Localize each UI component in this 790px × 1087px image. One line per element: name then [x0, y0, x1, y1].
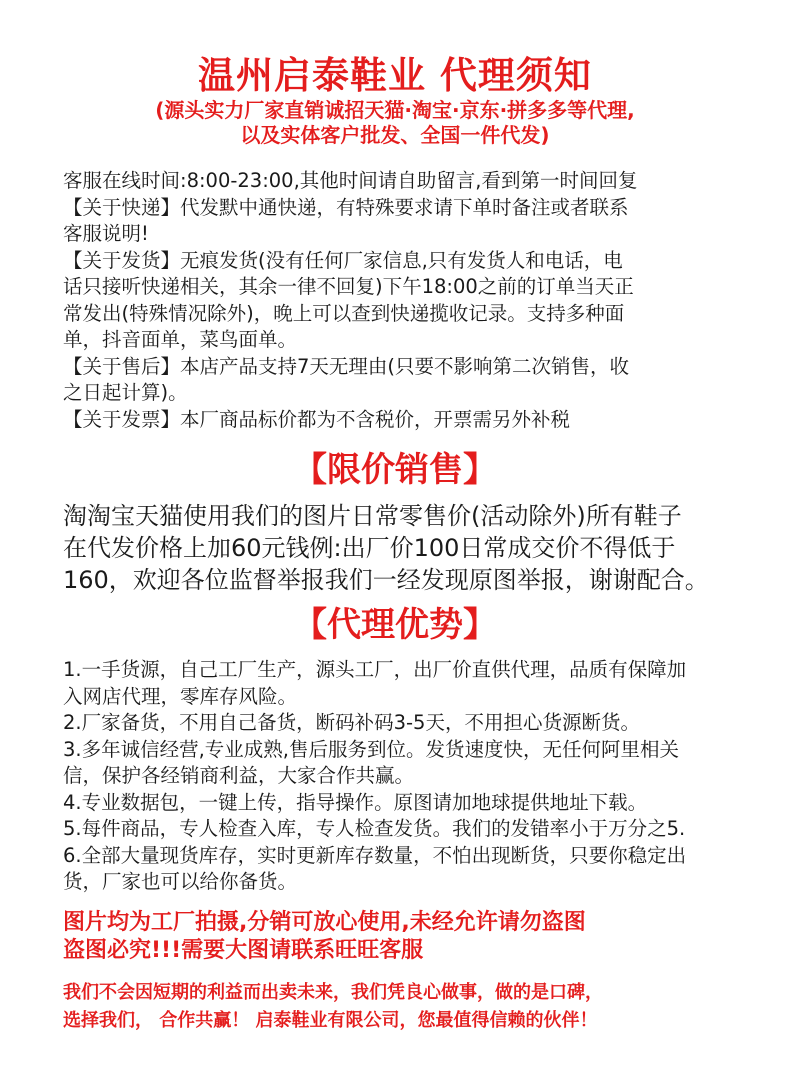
price-line: 在代发价格上加60元钱例:出厂价100日常成交价不得低于 — [63, 534, 676, 562]
price-line: 160，欢迎各位监督举报我们一经发现原图举报，谢谢配合。 — [63, 566, 709, 594]
info-line: 话只接听快递相关，其余一律不回复)下午18:00之前的订单当天正 — [63, 275, 634, 298]
page-title: 温州启泰鞋业 代理须知 — [198, 54, 592, 97]
price-line: 淘淘宝天猫使用我们的图片日常零售价(活动除外)所有鞋子 — [63, 502, 682, 530]
copyright-warning-line-2: 盗图必究!!!需要大图请联系旺旺客服 — [63, 938, 424, 963]
advantage-section-body — [63, 657, 753, 896]
advantage-line: 货，厂家也可以给你备货。 — [63, 870, 298, 893]
subtitle-line-1: (源头实力厂家直销诚招天猫·淘宝·京东·拼多多等代理, — [155, 98, 635, 122]
advantage-line: 1.一手货源，自己工厂生产，源头工厂，出厂价直供代理，品质有保障加 — [63, 658, 687, 681]
advantage-line: 4.专业数据包，一键上传，指导操作。原图请加地球提供地址下载。 — [63, 790, 648, 814]
advantage-section-title: 【代理优势】 — [293, 605, 497, 645]
advantage-line: 2.厂家备货，不用自己备货，断码补码3-5天，不用担心货源断货。 — [63, 711, 640, 734]
advantage-line: 3.多年诚信经营,专业成熟,售后服务到位。发货速度快，无任何阿里相关 — [63, 737, 680, 761]
info-line: 常发出(特殊情况除外)，晚上可以查到快递揽收记录。支持多种面 — [63, 301, 625, 325]
info-line: 【关于发票】本厂商品标价都为不含税价，开票需另外补税 — [63, 407, 571, 431]
info-line: 客服在线时间:8:00-23:00,其他时间请自助留言,看到第一时间回复 — [63, 169, 638, 192]
price-section-title: 【限价销售】 — [293, 450, 497, 490]
advantage-line: 入网店代理，零库存风险。 — [63, 684, 298, 708]
info-block — [63, 168, 743, 433]
price-section-body — [63, 500, 753, 596]
advantage-line: 信，保护各经销商利益，大家合作共赢。 — [63, 764, 415, 787]
subtitle-line-2: 以及实体客户批发、全国一件代发) — [240, 123, 550, 147]
info-line: 客服说明! — [63, 222, 149, 245]
info-line: 单，抖音面单，菜鸟面单。 — [63, 328, 298, 351]
info-line: 【关于售后】本店产品支持7天无理由(只要不影响第二次销售，收 — [63, 354, 630, 378]
info-line: 【关于快递】代发默中通快递，有特殊要求请下单时备注或者联系 — [63, 195, 629, 219]
slogan-line-1: 我们不会因短期的利益而出卖未来，我们凭良心做事，做的是口碑， — [63, 982, 603, 1003]
advantage-line: 5.每件商品，专人检查入库，专人检查发货。我们的发错率小于万分之5. — [63, 817, 686, 840]
copyright-warning-line-1: 图片均为工厂拍摄,分销可放心使用,未经允许请勿盗图 — [63, 910, 586, 935]
info-line: 【关于发货】无痕发货(没有任何厂家信息,只有发货人和电话，电 — [63, 248, 623, 272]
advantage-line: 6.全部大量现货库存，实时更新库存数量，不怕出现断货，只要你稳定出 — [63, 843, 687, 867]
slogan-line-2: 选择我们， 合作共赢！ 启泰鞋业有限公司，您最值得信赖的伙伴！ — [63, 1010, 598, 1031]
info-line: 之日起计算)。 — [63, 381, 188, 404]
